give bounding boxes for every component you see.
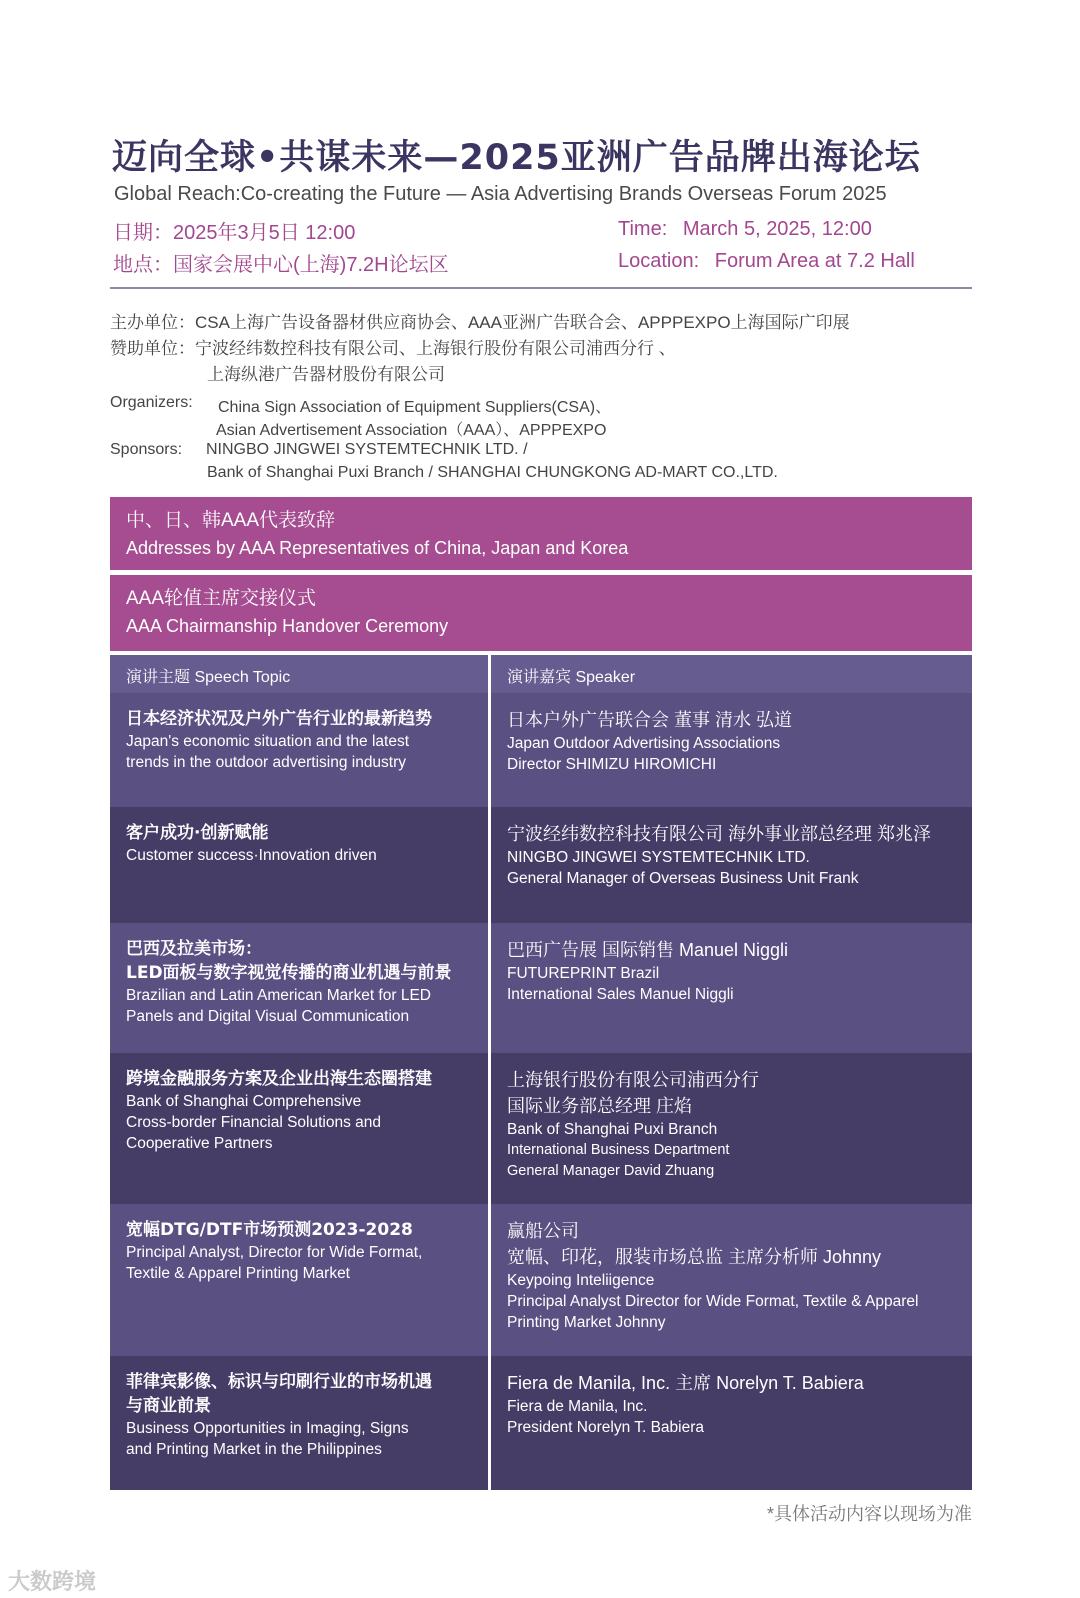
topic-en: Business Opportunities in Imaging, Signs	[126, 1420, 409, 1437]
banner-title-en: Addresses by AAA Representatives of China, Japan and Korea	[126, 538, 629, 558]
speaker-line: Bank of Shanghai Puxi Branch	[507, 1121, 718, 1138]
topic-en: and Printing Market in the Philippines	[126, 1441, 382, 1458]
speech-topic-cell	[110, 693, 491, 807]
speaker-line: Principal Analyst Director for Wide Format, Textile & Apparel	[507, 1293, 919, 1310]
organizers-en-1: China Sign Association of Equipment Suppliers(CSA)、	[218, 399, 612, 416]
table-row	[110, 807, 972, 923]
table-row	[110, 1053, 972, 1204]
sponsors-en-1: NINGBO JINGWEI SYSTEMTECHNIK LTD. /	[206, 441, 528, 458]
topic-en: Brazilian and Latin American Market for LED	[126, 987, 431, 1004]
speaker-cell	[491, 1356, 972, 1490]
topic-en: Textile & Apparel Printing Market	[126, 1265, 350, 1282]
time-en	[618, 218, 872, 241]
topic-cn: 巴西及拉美市场：	[126, 939, 262, 959]
speaker-line: Printing Market Johnny	[507, 1314, 666, 1331]
speaker-line: 宁波经纬数控科技有限公司 海外事业部总经理 郑兆泽	[507, 824, 931, 844]
topic-cn: 菲律宾影像、标识与印刷行业的市场机遇	[126, 1372, 432, 1392]
speaker-line: Fiera de Manila, Inc.	[507, 1398, 648, 1415]
speaker-line: General Manager of Overseas Business Unit Frank	[507, 870, 859, 887]
table-row	[110, 1356, 972, 1490]
speaker-line: 日本户外广告联合会 董事 清水 弘道	[507, 710, 793, 730]
topic-en: trends in the outdoor advertising industry	[126, 754, 407, 771]
topic-cn: 与商业前景	[126, 1396, 211, 1416]
speaker-line: President Norelyn T. Babiera	[507, 1419, 705, 1436]
topic-en: Cross-border Financial Solutions and	[126, 1114, 382, 1131]
banner-handover	[110, 575, 972, 651]
topic-cn: 宽幅DTG/DTF市场预测2023-2028	[126, 1220, 413, 1240]
speaker-line: International Sales Manuel Niggli	[507, 986, 734, 1003]
speaker-line: NINGBO JINGWEI SYSTEMTECHNIK LTD.	[507, 849, 810, 866]
speaker-line: Keypoing Inteliigence	[507, 1272, 655, 1289]
topic-en: Panels and Digital Visual Communication	[126, 1008, 410, 1025]
speaker-line: FUTUREPRINT Brazil	[507, 965, 660, 982]
agenda-table	[110, 655, 972, 1490]
speaker-cell	[491, 807, 972, 923]
time-value: March 5, 2025, 12:00	[682, 218, 872, 240]
time-label: Time:	[618, 218, 668, 240]
topic-en: Cooperative Partners	[126, 1135, 273, 1152]
speech-topic-cell	[110, 1204, 491, 1356]
speaker-cell	[491, 923, 972, 1053]
topic-en: Principal Analyst, Director for Wide Format,	[126, 1244, 423, 1261]
speaker-line: 赢船公司	[507, 1221, 579, 1241]
speaker-cell	[491, 1053, 972, 1204]
organizer-cn: 主办单位：CSA上海广告设备器材供应商协会、AAA亚洲广告联合会、APPPEXPO上海国际广印展	[110, 313, 850, 332]
page-subtitle: Global Reach:Co-creating the Future — Asia Advertising Brands Overseas Forum 2025	[114, 183, 887, 205]
speaker-line: General Manager David Zhuang	[507, 1163, 715, 1179]
location-en	[618, 250, 915, 273]
topic-cn: LED面板与数字视觉传播的商业机遇与前景	[126, 963, 452, 983]
header-speaker: 演讲嘉宾 Speaker	[491, 655, 972, 693]
sponsor-cn-1: 赞助单位：宁波经纬数控科技有限公司、上海银行股份有限公司浦西分行 、	[110, 339, 676, 358]
table-row	[110, 693, 972, 807]
banner-title-en: AAA Chairmanship Handover Ceremony	[126, 616, 449, 636]
speech-topic-cell	[110, 807, 491, 923]
divider	[110, 287, 972, 289]
organizers-en-label: Organizers:	[110, 394, 193, 411]
header-speech-topic: 演讲主题 Speech Topic	[110, 655, 491, 693]
topic-en: Bank of Shanghai Comprehensive	[126, 1093, 362, 1110]
speaker-line: International Business Department	[507, 1142, 730, 1158]
topic-cn: 跨境金融服务方案及企业出海生态圈搭建	[126, 1069, 432, 1089]
speech-topic-cell	[110, 1356, 491, 1490]
topic-cn: 客户成功·创新赋能	[126, 823, 269, 843]
banner-addresses	[110, 497, 972, 570]
watermark-logo: 大数跨境	[8, 1569, 97, 1594]
topic-cn: 日本经济状况及户外广告行业的最新趋势	[126, 709, 432, 729]
sponsor-cn-2: 上海纵港广告器材股份有限公司	[207, 365, 445, 384]
table-row	[110, 923, 972, 1053]
table-row	[110, 1204, 972, 1356]
speaker-line: 宽幅、印花，服装市场总监 主席分析师 Johnny	[507, 1247, 882, 1267]
banner-title-cn: AAA轮值主席交接仪式	[126, 588, 317, 609]
location-label: Location:	[618, 250, 700, 272]
speech-topic-cell	[110, 923, 491, 1053]
topic-en: Customer success·Innovation driven	[126, 847, 377, 864]
sponsors-en-2: Bank of Shanghai Puxi Branch / SHANGHAI CHUNGKONG AD-MART CO.,LTD.	[207, 464, 778, 481]
speaker-cell	[491, 1204, 972, 1356]
location-value: Forum Area at 7.2 Hall	[714, 250, 915, 272]
organizers-en-2: Asian Advertisement Association（AAA）、APPPEXPO	[216, 422, 607, 439]
date-cn: 日期：2025年3月5日 12:00	[113, 222, 356, 244]
topic-en: Japan's economic situation and the latest	[126, 733, 409, 750]
page-title: 迈向全球•共谋未来—2025亚洲广告品牌出海论坛	[112, 138, 921, 178]
banner-title-cn: 中、日、韩AAA代表致辞	[126, 510, 336, 531]
speaker-cell	[491, 693, 972, 807]
speaker-line: Fiera de Manila, Inc. 主席 Norelyn T. Babiera	[507, 1373, 864, 1393]
speech-topic-cell	[110, 1053, 491, 1204]
sponsors-en-label: Sponsors:	[110, 441, 183, 458]
table-header	[110, 655, 972, 693]
speaker-line: 上海银行股份有限公司浦西分行	[507, 1070, 759, 1090]
footnote: *具体活动内容以现场为准	[766, 1504, 972, 1524]
speaker-line: Director SHIMIZU HIROMICHI	[507, 756, 717, 773]
location-cn: 地点：国家会展中心(上海)7.2H论坛区	[113, 254, 449, 276]
speaker-line: Japan Outdoor Advertising Associations	[507, 735, 781, 752]
speaker-line: 巴西广告展 国际销售 Manuel Niggli	[507, 940, 789, 960]
speaker-line: 国际业务部总经理 庄焰	[507, 1096, 692, 1116]
